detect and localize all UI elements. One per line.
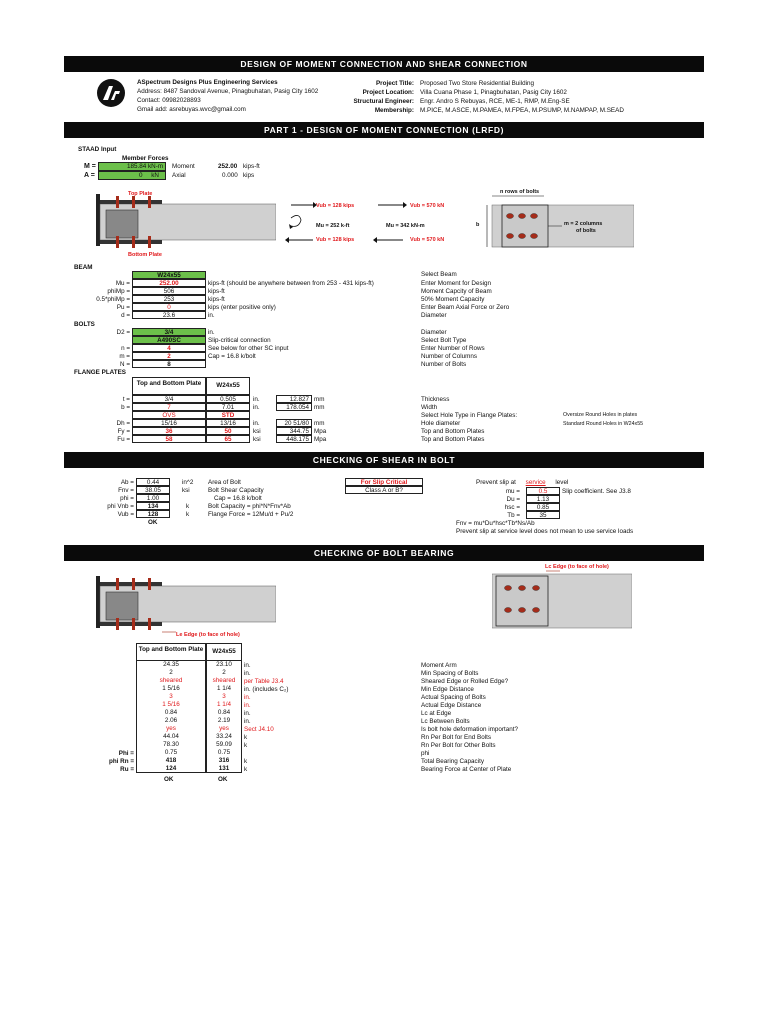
mu-kn: Mu = 342 kN-m <box>386 223 425 229</box>
fu-mm-unit: Mpa <box>314 436 327 443</box>
fnv-label: Fnv = <box>118 487 134 494</box>
phivnb-desc: Bolt Capacity = phi*N*Fnv*Ab <box>208 503 291 510</box>
bearing-desc: Rn Per Bolt for End Bolts <box>421 734 491 741</box>
shear-header: CHECKING OF SHEAR IN BOLT <box>64 452 704 468</box>
project-title-value: Proposed Two Store Residential Building <box>420 80 534 87</box>
moment-value: 252.00 <box>218 163 238 170</box>
beam-heading: BEAM <box>74 264 93 271</box>
flange-heading: FLANGE PLATES <box>74 369 127 376</box>
d-value: 23.6 <box>132 311 206 319</box>
le-edge-label: Le Edge (to face of hole) <box>176 632 240 638</box>
bearing-unit: per Table J3.4 <box>244 678 284 685</box>
bottom-plate-label: Bottom Plate <box>128 252 162 258</box>
mu-desc: Enter Moment for Design <box>421 280 491 287</box>
project-title-label: Project Title: <box>375 80 414 87</box>
b-beam-value: 7.01 <box>206 403 250 411</box>
phi-desc: Cap = 16.8 k/bolt <box>214 495 262 502</box>
bearing-beam-value: 2.19 <box>206 717 242 725</box>
bolts-heading: BOLTS <box>74 321 95 328</box>
bearing-desc: Is bolt hole deformation important? <box>421 726 518 733</box>
bearing-desc: Rn Per Bolt for Other Bolts <box>421 742 496 749</box>
pu-note: kips (enter positive only) <box>208 304 276 311</box>
bearing-desc: Sheared Edge or Rolled Edge? <box>421 678 509 685</box>
mu-coef-label: mu = <box>505 488 520 495</box>
fy-label: Fy = <box>117 428 130 435</box>
du-value: 1.13 <box>526 495 560 503</box>
b-desc: Width <box>421 404 438 411</box>
fnv-desc: Bolt Shear Capacity <box>208 487 264 494</box>
bearing-header: CHECKING OF BOLT BEARING <box>64 545 704 561</box>
du-label: Du = <box>506 496 520 503</box>
bearing-plate-value: 0.84 <box>136 709 206 717</box>
m-cols-label: m = <box>119 353 130 360</box>
bearing-row-label: Phi = <box>118 750 134 757</box>
m-cols-input[interactable]: 2 <box>132 352 206 360</box>
bearing-beam-value: 23.10 <box>206 661 242 669</box>
n-desc: Enter Number of Rows <box>421 345 485 352</box>
dh-mm: 20 51/80 <box>276 419 312 427</box>
m-label: M = <box>84 163 96 170</box>
t-unit: in. <box>253 396 260 403</box>
fy-beam-input[interactable]: 50 <box>206 427 250 435</box>
structural-engineer-label: Structural Engineer: <box>353 98 414 105</box>
flange-col1-header: Top and Bottom Plate <box>132 377 206 395</box>
lc-edge-label: Lc Edge (to face of hole) <box>545 564 609 570</box>
bolt-plate-plan <box>484 195 634 253</box>
bearing-unit: in. <box>244 710 251 717</box>
mu-kft: Mu = 252 k-ft <box>316 223 350 229</box>
bearing-beam-value: 0.75 <box>206 749 242 757</box>
bearing-plate-value: 0.75 <box>136 749 206 757</box>
slip-level-select[interactable]: service <box>525 479 546 486</box>
vub-value: 128 <box>136 510 170 518</box>
axial-unit: kips <box>243 172 255 179</box>
bearing-plate-value[interactable]: sheared <box>136 677 206 685</box>
bearing-desc: Min Edge Distance <box>421 686 474 693</box>
ab-desc: Area of Bolt <box>208 479 241 486</box>
bearing-desc: Bearing Force at Center of Plate <box>421 766 512 773</box>
half-phimp-desc: 50% Moment Capacity <box>421 296 485 303</box>
tb-value: 35 <box>526 511 560 519</box>
of-bolts-label: of bolts <box>576 228 596 234</box>
company-contact: Contact: 09982028893 <box>137 97 201 104</box>
bearing-beam-value: 59.09 <box>206 741 242 749</box>
top-plate-label: Top Plate <box>128 191 153 197</box>
bearing-desc: Total Bearing Capacity <box>421 758 485 765</box>
dh-mm-unit: mm <box>314 420 325 427</box>
d2-select[interactable]: 3/4 <box>132 328 206 336</box>
bearing-beam-value: 1 1/4 <box>206 685 242 693</box>
b-mm: 178.054 <box>276 403 312 411</box>
b-label: b <box>476 222 480 228</box>
t-plate-input[interactable]: 3/4 <box>132 395 206 403</box>
document-title: DESIGN OF MOMENT CONNECTION AND SHEAR CONNECTION <box>64 56 704 72</box>
t-desc: Thickness <box>421 396 450 403</box>
bearing-beam-value: 0.84 <box>206 709 242 717</box>
bearing-unit: in. <box>244 718 251 725</box>
bearing-plate-value: 78.30 <box>136 741 206 749</box>
part1-header: PART 1 - DESIGN OF MOMENT CONNECTION (LRFD) <box>64 122 704 138</box>
company-email: Gmail add: asrebuyas.wvc@gmail.com <box>137 106 246 113</box>
member-forces-label: Member Forces <box>122 155 169 162</box>
company-name: ASpectrum Designs Plus Engineering Services <box>137 79 278 86</box>
a-input[interactable]: 0 kN <box>98 171 166 180</box>
vub-unit: k <box>186 511 190 518</box>
b-unit: in. <box>253 404 260 411</box>
fu-beam-input[interactable]: 65 <box>206 435 250 443</box>
bearing-beam-value[interactable]: yes <box>206 725 242 733</box>
bearing-beam-value[interactable]: 1 1/4 <box>206 701 242 709</box>
phi-label: phi = <box>120 495 134 502</box>
bearing-plate-value: 2.06 <box>136 717 206 725</box>
bearing-plate-plan <box>492 570 632 632</box>
ab-unit: in^2 <box>182 479 194 486</box>
hole-type-note2: Standard Round Holes in W24x55 <box>563 421 644 427</box>
fu-desc: Top and Bottom Plates <box>421 436 485 443</box>
mu-coef-note: Slip coefficient. See J3.8 <box>562 488 631 495</box>
company-logo <box>96 78 126 108</box>
bearing-plate-value: 2 <box>136 669 206 677</box>
bearing-beam-value: 33.24 <box>206 733 242 741</box>
pu-label: Pu = <box>116 304 130 311</box>
bearing-beam-value: 316 <box>206 757 242 765</box>
flange-col2-header: W24x55 <box>206 377 250 395</box>
dh-desc: Hole diameter <box>421 420 461 427</box>
t-label: t = <box>122 396 130 403</box>
axial-value: 0.000 <box>222 172 238 179</box>
bearing-ok-beam: OK <box>218 776 228 783</box>
fu-unit: ksi <box>253 436 261 443</box>
a-label: A = <box>84 172 95 179</box>
tb-label: Tb = <box>507 512 520 519</box>
hole-type-desc: Select Hole Type in Flange Plates: <box>421 412 518 419</box>
bearing-plate-value[interactable]: yes <box>136 725 206 733</box>
bearing-unit: in. <box>244 662 251 669</box>
pu-input[interactable]: 0 <box>132 303 206 311</box>
half-phimp-value: 253 <box>132 295 206 303</box>
project-location-label: Project Location: <box>362 89 414 96</box>
class-select[interactable]: Class A or B? <box>345 486 423 494</box>
nbolts-desc: Number of Bolts <box>421 361 467 368</box>
bearing-row-label: phi Rn = <box>108 758 134 765</box>
fy-mm-unit: Mpa <box>314 428 327 435</box>
beam-section-desc: Select Beam <box>421 271 457 278</box>
hole-type-beam-select[interactable]: STD <box>206 411 250 419</box>
d2-label: D2 = <box>116 329 130 336</box>
b-plate-label: b = <box>121 404 130 411</box>
phimp-label: phiMp = <box>107 288 130 295</box>
fy-unit: ksi <box>253 428 261 435</box>
bearing-plate-value: 124 <box>136 765 206 773</box>
phivnb-label: phi Vnb = <box>107 503 134 510</box>
nbolts-label: N = <box>120 361 130 368</box>
mu-coef-input[interactable]: 0.5 <box>526 487 560 495</box>
bolt-type-note: Slip-critical connection <box>208 337 271 344</box>
moment-label: Moment <box>172 163 195 170</box>
bearing-unit: in. <box>244 702 251 709</box>
prevent-slip-text: Prevent slip at service level <box>476 479 569 486</box>
bolt-type-select[interactable]: A490SC <box>132 336 206 344</box>
bearing-plate-value: 44.04 <box>136 733 206 741</box>
bearing-desc: Min Spacing of Bolts <box>421 670 479 677</box>
bearing-unit: in. (includes C₂) <box>244 686 289 693</box>
bearing-desc: Actual Spacing of Bolts <box>421 694 486 701</box>
shear-ok: OK <box>148 519 158 526</box>
bearing-plate-value: 418 <box>136 757 206 765</box>
company-address: Address: 8487 Sandoval Avenue, Pinagbuhatan, Pasig City 1602 <box>137 88 319 95</box>
vub-kips-top: Vub = 128 kips <box>316 203 355 209</box>
fu-mm: 448.175 <box>276 435 312 443</box>
t-beam-value: 0.505 <box>206 395 250 403</box>
moment-unit: kips-ft <box>243 163 260 170</box>
m-input[interactable]: 185.84 kN-m <box>98 162 166 171</box>
bearing-plate-value[interactable]: 3 <box>136 693 206 701</box>
fy-mm: 344.75 <box>276 427 312 435</box>
vub-label: Vub = <box>117 511 134 518</box>
mu-label: Mu = <box>115 280 130 287</box>
dh-unit: in. <box>253 420 260 427</box>
fnv-value: 38.05 <box>136 486 170 494</box>
bolt-type-desc: Select Bolt Type <box>421 337 467 344</box>
fu-plate-input[interactable]: 58 <box>132 435 206 443</box>
membership-value: M.PICE, M.ASCE, M.PAMEA, M.FPEA, M.PSUMP, M.NAMPAP, M.SEAD <box>420 107 624 114</box>
fy-plate-input[interactable]: 36 <box>132 427 206 435</box>
m-cols-note: Cap = 16.8 k/bolt <box>208 353 256 360</box>
moment-connection-diagram <box>96 190 276 256</box>
dh-beam-value: 13/16 <box>206 419 250 427</box>
bearing-plate-value: 1 5/16 <box>136 685 206 693</box>
bearing-desc: Actual Edge Distance <box>421 702 482 709</box>
ab-label: Ab = <box>120 479 134 486</box>
fnv-formula-note: Prevent slip at service level does not mean to use service loads <box>456 528 634 535</box>
hole-type-plate-select[interactable]: OVS <box>132 411 206 419</box>
beam-section-select[interactable]: W24x55 <box>132 271 206 279</box>
phimp-value: 506 <box>132 287 206 295</box>
n-label: n = <box>121 345 130 352</box>
bearing-unit: in. <box>244 670 251 677</box>
hole-type-note1: Oversize Round Holes in plates <box>563 412 638 418</box>
m-columns-label: m = 2 columns <box>564 221 603 227</box>
n-rows-label: n rows of bolts <box>500 189 540 195</box>
bearing-col1-header: Top and Bottom Plate <box>136 643 206 661</box>
bearing-row-label: Ru = <box>120 766 134 773</box>
bearing-desc: phi <box>421 750 430 757</box>
bearing-desc: Moment Arm <box>421 662 457 669</box>
fy-desc: Top and Bottom Plates <box>421 428 485 435</box>
bearing-beam-value: 2 <box>206 669 242 677</box>
nbolts-value: 8 <box>132 360 206 368</box>
hsc-value: 0.85 <box>526 503 560 511</box>
phivnb-value: 134 <box>136 502 170 510</box>
bearing-unit: k <box>244 766 248 773</box>
d2-desc: Diameter <box>421 329 447 336</box>
bearing-unit: Sect J4.10 <box>244 726 274 733</box>
half-phimp-label: 0.5*phiMp = <box>96 296 130 303</box>
pu-desc: Enter Beam Axial Force or Zero <box>421 304 510 311</box>
fu-label: Fu = <box>117 436 130 443</box>
project-location-value: Villa Cuana Phase 1, Pinagbuhatan, Pasig City 1602 <box>420 89 567 96</box>
d-label: d = <box>121 312 130 319</box>
membership-label: Membership: <box>374 107 414 114</box>
vub-kn-top: Vub = 570 kN <box>410 203 445 209</box>
n-note: See below for other SC input <box>208 345 289 352</box>
bearing-plate-value[interactable]: 1 5/16 <box>136 701 206 709</box>
d-note: in. <box>208 312 215 319</box>
fnv-unit: ksi <box>182 487 190 494</box>
phivnb-unit: k <box>186 503 190 510</box>
b-plate-input[interactable]: 7 <box>132 403 206 411</box>
mu-note: kips-ft (should be anywhere between from 253 - 431 kips-ft) <box>208 280 374 287</box>
d-desc: Diameter <box>421 312 447 319</box>
vub-desc: Flange Force = 12Mu/d + Pu/2 <box>208 511 294 518</box>
phimp-note: kips-ft <box>208 288 225 295</box>
fnv-formula: Fnv = mu*Du*hsc*Tb*Ns/Ab <box>456 520 535 527</box>
bearing-unit: k <box>244 758 248 765</box>
b-mm-unit: mm <box>314 404 325 411</box>
m-cols-desc: Number of Columns <box>421 353 477 360</box>
ab-value: 0.44 <box>136 478 170 486</box>
t-mm-unit: mm <box>314 396 325 403</box>
staad-input-label: STAAD Input <box>78 146 117 153</box>
slip-critical-label: For Slip Critical <box>345 478 423 486</box>
bearing-beam-value: 131 <box>206 765 242 773</box>
t-mm: 12.827 <box>276 395 312 403</box>
dh-plate-value: 15/16 <box>132 419 206 427</box>
bearing-col2-header: W24x55 <box>206 643 242 661</box>
mu-input[interactable]: 252.00 <box>132 279 206 287</box>
vub-kn-bot: Vub = 570 kN <box>410 237 445 243</box>
bearing-beam-value[interactable]: sheared <box>206 677 242 685</box>
bearing-plate-value: 24.35 <box>136 661 206 669</box>
axial-label: Axial <box>172 172 186 179</box>
d2-note: in. <box>208 329 215 336</box>
bearing-desc: Lc at Edge <box>421 710 452 717</box>
phimp-desc: Moment Capcity of Beam <box>421 288 492 295</box>
hsc-label: hsc = <box>504 504 520 511</box>
bearing-ok-plate: OK <box>164 776 174 783</box>
bearing-unit: k <box>244 734 248 741</box>
half-phimp-note: kips-ft <box>208 296 225 303</box>
structural-engineer-value: Engr. Andro S Rebuyas, RCE, ME-1, RMP, M.Eng-SE <box>420 98 570 105</box>
bearing-beam-value[interactable]: 3 <box>206 693 242 701</box>
vub-kips-bot: Vub = 128 kips <box>316 237 355 243</box>
n-input[interactable]: 4 <box>132 344 206 352</box>
phi-value: 1.00 <box>136 494 170 502</box>
bearing-diagram <box>96 572 276 638</box>
bearing-unit: in. <box>244 694 251 701</box>
bearing-desc: Lc Between Bolts <box>421 718 470 725</box>
bearing-unit: k <box>244 742 248 749</box>
dh-label: Dh = <box>116 420 130 427</box>
